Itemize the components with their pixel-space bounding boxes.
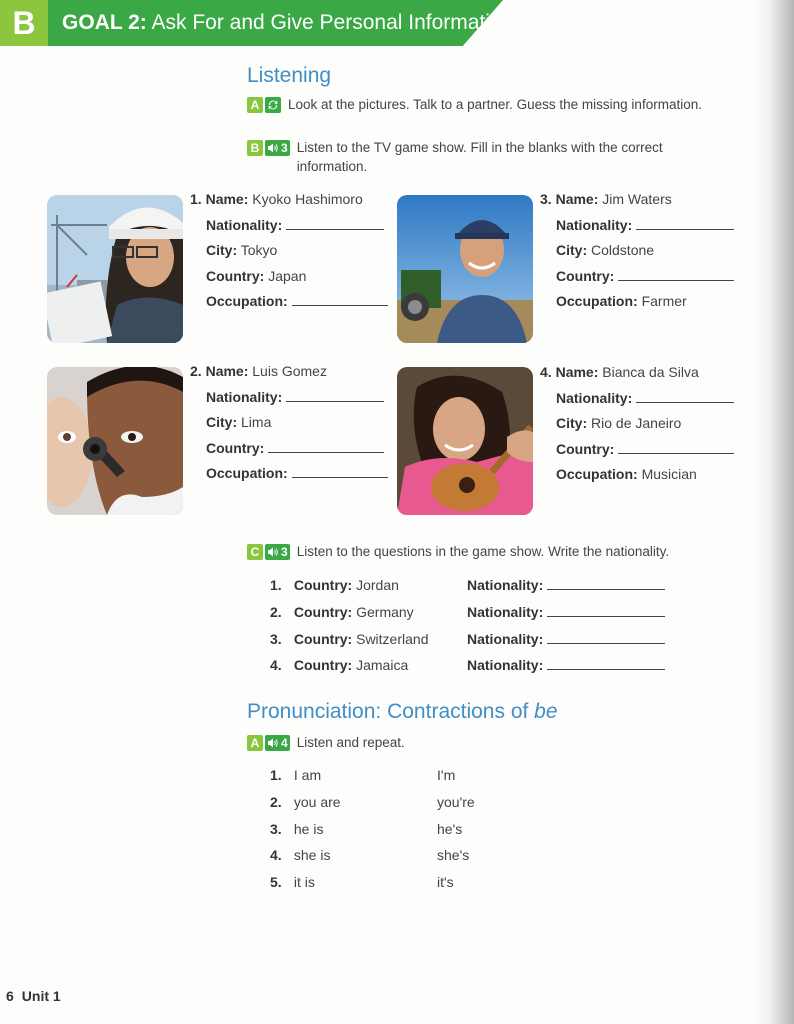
nationality-label: Nationality: [467, 630, 544, 647]
country-value: Germany [356, 603, 414, 620]
item-number: 3. [270, 820, 282, 837]
person-city: Rio de Janeiro [591, 415, 682, 431]
nationality-label: Nationality: [467, 577, 544, 593]
item-number: 5. [270, 874, 282, 891]
item-number: 1. [270, 767, 282, 783]
section-letter: B [0, 0, 48, 46]
list-item [270, 821, 570, 848]
country-value: Jamaica [356, 657, 409, 674]
person-1-card [190, 191, 388, 319]
city-label: City: [556, 415, 588, 431]
list-item [270, 657, 670, 684]
full-form: you are [293, 793, 341, 810]
activity-letter-badge: A [247, 735, 263, 751]
name-label: Name: [555, 191, 599, 207]
nationality-label: Nationality: [556, 389, 633, 406]
photo-luis [47, 367, 183, 515]
pronunciation-heading [247, 700, 558, 724]
nationality-blank[interactable] [286, 228, 384, 230]
name-label: Name: [205, 191, 249, 207]
occupation-blank[interactable] [292, 476, 388, 478]
country-label: Country: [206, 439, 265, 456]
page-footer [6, 988, 61, 1004]
city-label: City: [206, 414, 238, 430]
list-item [270, 631, 670, 658]
contractions-list [270, 767, 570, 901]
speaker-icon[interactable] [265, 140, 290, 156]
photo-bianca [397, 367, 533, 515]
nationality-blank[interactable] [547, 642, 665, 644]
name-label: Name: [555, 364, 599, 380]
nationality-blank[interactable] [636, 228, 734, 230]
item-number: 1. [270, 577, 282, 593]
contraction: it's [437, 874, 454, 891]
person-name: Jim Waters [602, 191, 672, 207]
page-number: 6 [6, 988, 14, 1004]
country-nationality-list [270, 577, 670, 684]
nationality-label: Nationality: [467, 603, 544, 620]
listening-heading: Listening [247, 64, 332, 87]
contraction: I'm [437, 767, 456, 783]
activity-a-pronunciation [247, 735, 405, 752]
person-number: 2. [190, 363, 202, 379]
list-item [270, 874, 570, 901]
person-4-card [540, 364, 734, 492]
item-number: 3. [270, 630, 282, 647]
nationality-blank[interactable] [547, 588, 665, 590]
country-label: Country: [206, 267, 265, 284]
track-number: 3 [281, 545, 288, 559]
occupation-blank[interactable] [292, 304, 388, 306]
speaker-icon[interactable] [265, 544, 290, 560]
full-form: I am [293, 767, 322, 783]
pair-work-icon [265, 97, 281, 113]
item-number: 2. [270, 793, 282, 810]
nationality-label: Nationality: [556, 216, 633, 233]
city-label: City: [206, 242, 238, 258]
track-number: 3 [281, 141, 288, 155]
country-blank[interactable] [618, 279, 734, 281]
country-label: Country: [556, 440, 615, 457]
person-occupation: Farmer [641, 293, 687, 309]
person-number: 4. [540, 364, 552, 380]
pronunciation-heading-italic: be [534, 700, 558, 723]
occupation-label: Occupation: [556, 466, 638, 482]
country-label: Country: [293, 657, 353, 674]
person-city: Coldstone [591, 242, 655, 258]
contraction: he's [437, 820, 463, 837]
item-number: 4. [270, 657, 282, 674]
city-label: City: [556, 242, 588, 258]
activity-a-instruction: Look at the pictures. Talk to a partner. Guess the missing information. [288, 97, 702, 112]
occupation-label: Occupation: [556, 293, 638, 309]
country-blank[interactable] [268, 451, 384, 453]
activity-c-instruction: Listen to the questions in the game show. Write the nationality. [296, 544, 670, 559]
occupation-label: Occupation: [206, 293, 288, 309]
country-value: Switzerland [356, 630, 429, 647]
person-name: Bianca da Silva [602, 364, 699, 380]
country-label: Country: [293, 603, 353, 620]
person-name: Luis Gomez [252, 363, 327, 379]
item-number: 2. [270, 603, 282, 620]
activity-a-listening [247, 97, 702, 114]
goal-text: Ask For and Give Personal Information [151, 11, 514, 34]
activity-a-pronunciation-instruction: Listen and repeat. [296, 735, 405, 750]
person-country: Japan [268, 267, 307, 284]
track-number: 4 [281, 736, 288, 750]
country-label: Country: [293, 630, 353, 647]
unit-label: Unit 1 [21, 988, 61, 1004]
country-label: Country: [293, 577, 353, 593]
person-2-card [190, 363, 388, 491]
nationality-blank[interactable] [636, 401, 734, 403]
activity-c-listening [247, 544, 669, 561]
item-number: 4. [270, 847, 282, 864]
person-city: Lima [241, 414, 272, 430]
name-label: Name: [205, 363, 249, 379]
person-occupation: Musician [641, 466, 697, 482]
goal-title [62, 11, 513, 35]
list-item [270, 847, 570, 874]
activity-letter-badge: B [247, 140, 263, 156]
occupation-label: Occupation: [206, 465, 288, 481]
list-item [270, 604, 670, 631]
activity-letter-badge: C [247, 544, 263, 560]
goal-label: GOAL 2: [62, 11, 147, 34]
country-blank[interactable] [618, 452, 734, 454]
list-item [270, 767, 570, 794]
activity-b-listening [247, 140, 687, 176]
full-form: it is [293, 874, 315, 891]
list-item [270, 794, 570, 821]
nationality-blank[interactable] [547, 615, 665, 617]
contraction: you're [437, 793, 475, 810]
person-city: Tokyo [240, 242, 278, 258]
nationality-blank[interactable] [547, 668, 665, 670]
speaker-icon[interactable] [265, 735, 290, 751]
person-name: Kyoko Hashimoro [252, 191, 363, 207]
nationality-blank[interactable] [286, 400, 384, 402]
country-value: Jordan [356, 577, 399, 593]
photo-jim [397, 195, 533, 343]
full-form: he is [293, 820, 324, 837]
nationality-label: Nationality: [206, 388, 283, 405]
country-label: Country: [556, 267, 615, 284]
pronunciation-heading-text: Pronunciation: Contractions of [247, 700, 535, 723]
contraction: she's [437, 847, 470, 864]
page-edge-shadow [754, 0, 794, 1024]
person-number: 1. [190, 191, 202, 207]
person-number: 3. [540, 191, 552, 207]
nationality-label: Nationality: [467, 657, 544, 674]
activity-letter-badge: A [247, 97, 263, 113]
nationality-label: Nationality: [206, 216, 283, 233]
photo-kyoko [47, 195, 183, 343]
person-3-card [540, 191, 734, 319]
activity-b-instruction: Listen to the TV game show. Fill in the blanks with the correct information. [296, 140, 663, 174]
full-form: she is [293, 847, 331, 864]
list-item [270, 577, 670, 604]
